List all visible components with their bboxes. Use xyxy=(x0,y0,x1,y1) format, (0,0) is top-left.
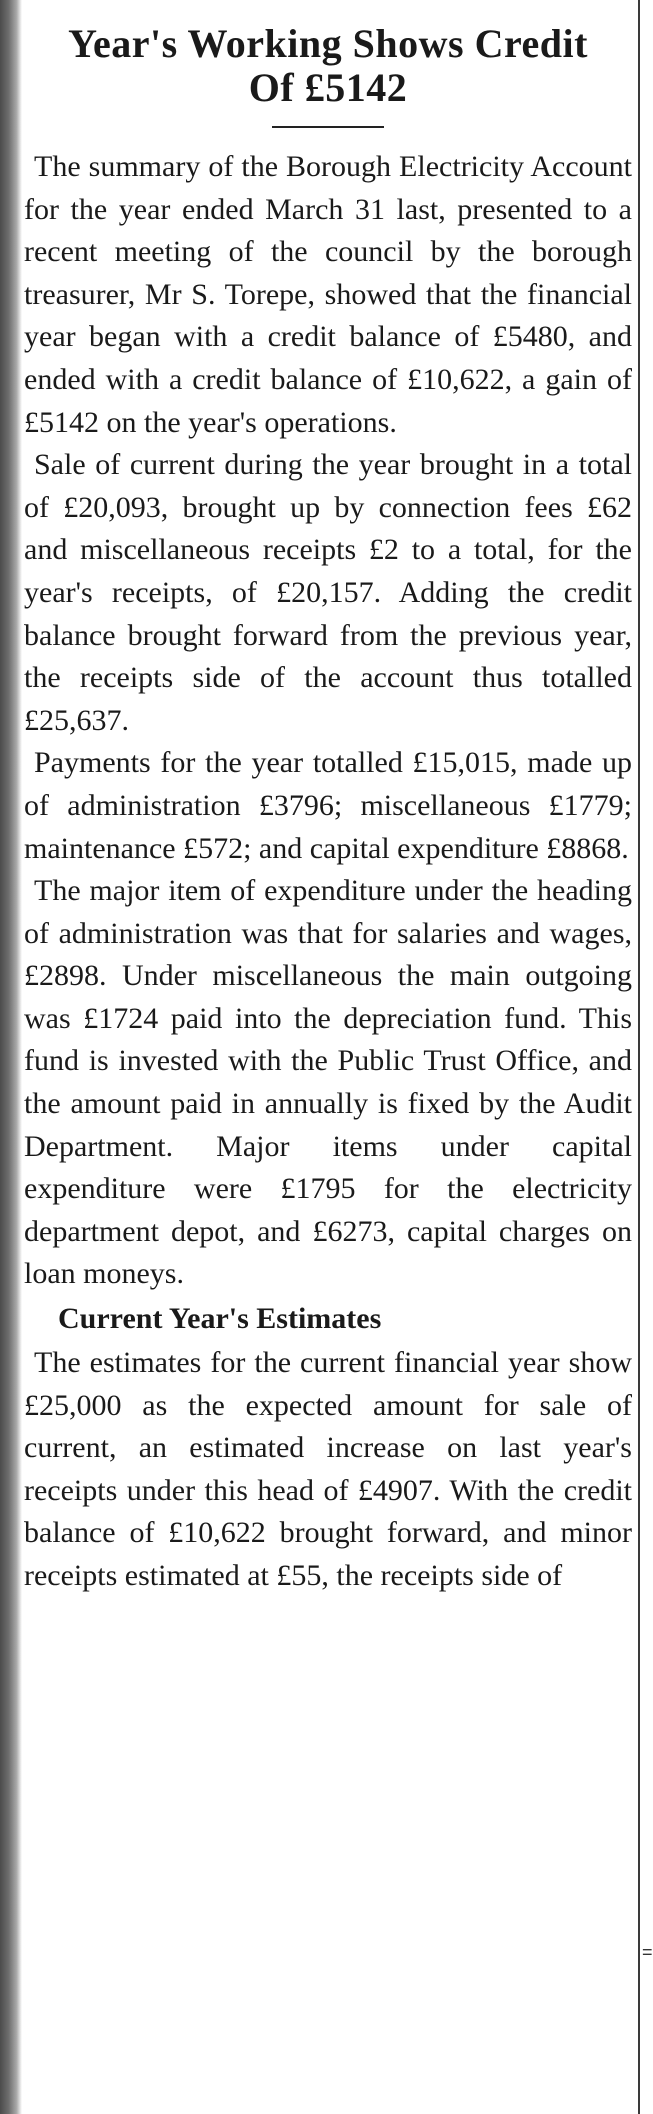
scan-gutter-shadow xyxy=(0,0,22,2114)
paragraph-3: Payments for the year totalled £15,015, made up of administration £3796; miscellaneous £1779; maintenance £572; and capital expenditure £8868. xyxy=(24,746,632,865)
headline-line-2: Of £5142 xyxy=(248,65,408,110)
article-column xyxy=(24,22,632,1598)
headline xyxy=(24,22,632,110)
headline-rule xyxy=(272,126,384,128)
margin-mark: = xyxy=(642,1942,653,1962)
subheading: Current Year's Estimates xyxy=(58,1302,382,1336)
paragraph-4: The major item of expenditure under the heading of administration was that for salaries and wages, £2898. Under miscellaneous the main outgoing was £1724 paid into the depreciation fund. This fund is invested with the Public Trust Office, and the amount paid in annually is fixed by the Audit Department. Major items under capital expenditure were £1795 for the electricity department depot, and £6273, capital charges on loan moneys. xyxy=(24,874,632,1291)
column-divider xyxy=(638,0,640,2114)
paragraph-1: The summary of the Borough Electricity Account for the year ended March 31 last, presented to a recent meeting of the council by the borough treasurer, Mr S. Torepe, showed that the financial year began with a credit balance of £5480, and ended with a credit balance of £10,622, a gain of £5142 on the year's operations. xyxy=(24,150,632,439)
headline-line-1: Year's Working Shows Credit xyxy=(68,21,588,66)
paragraph-5: The estimates for the current financial year show £25,000 as the expected amount for sale of current, an estimated increase on last year's receipts under this head of £4907. With the credit balance of £10,622 brought forward, and minor receipts estimated at £55, the receipts side of xyxy=(24,1346,632,1592)
paragraph-2: Sale of current during the year brought in a total of £20,093, brought up by connection fees £62 and miscellaneous receipts £2 to a total, for the year's receipts, of £20,157. Adding the credit balance brought forward from the previous year, the receipts side of the account thus totalled £25,637. xyxy=(24,448,632,737)
